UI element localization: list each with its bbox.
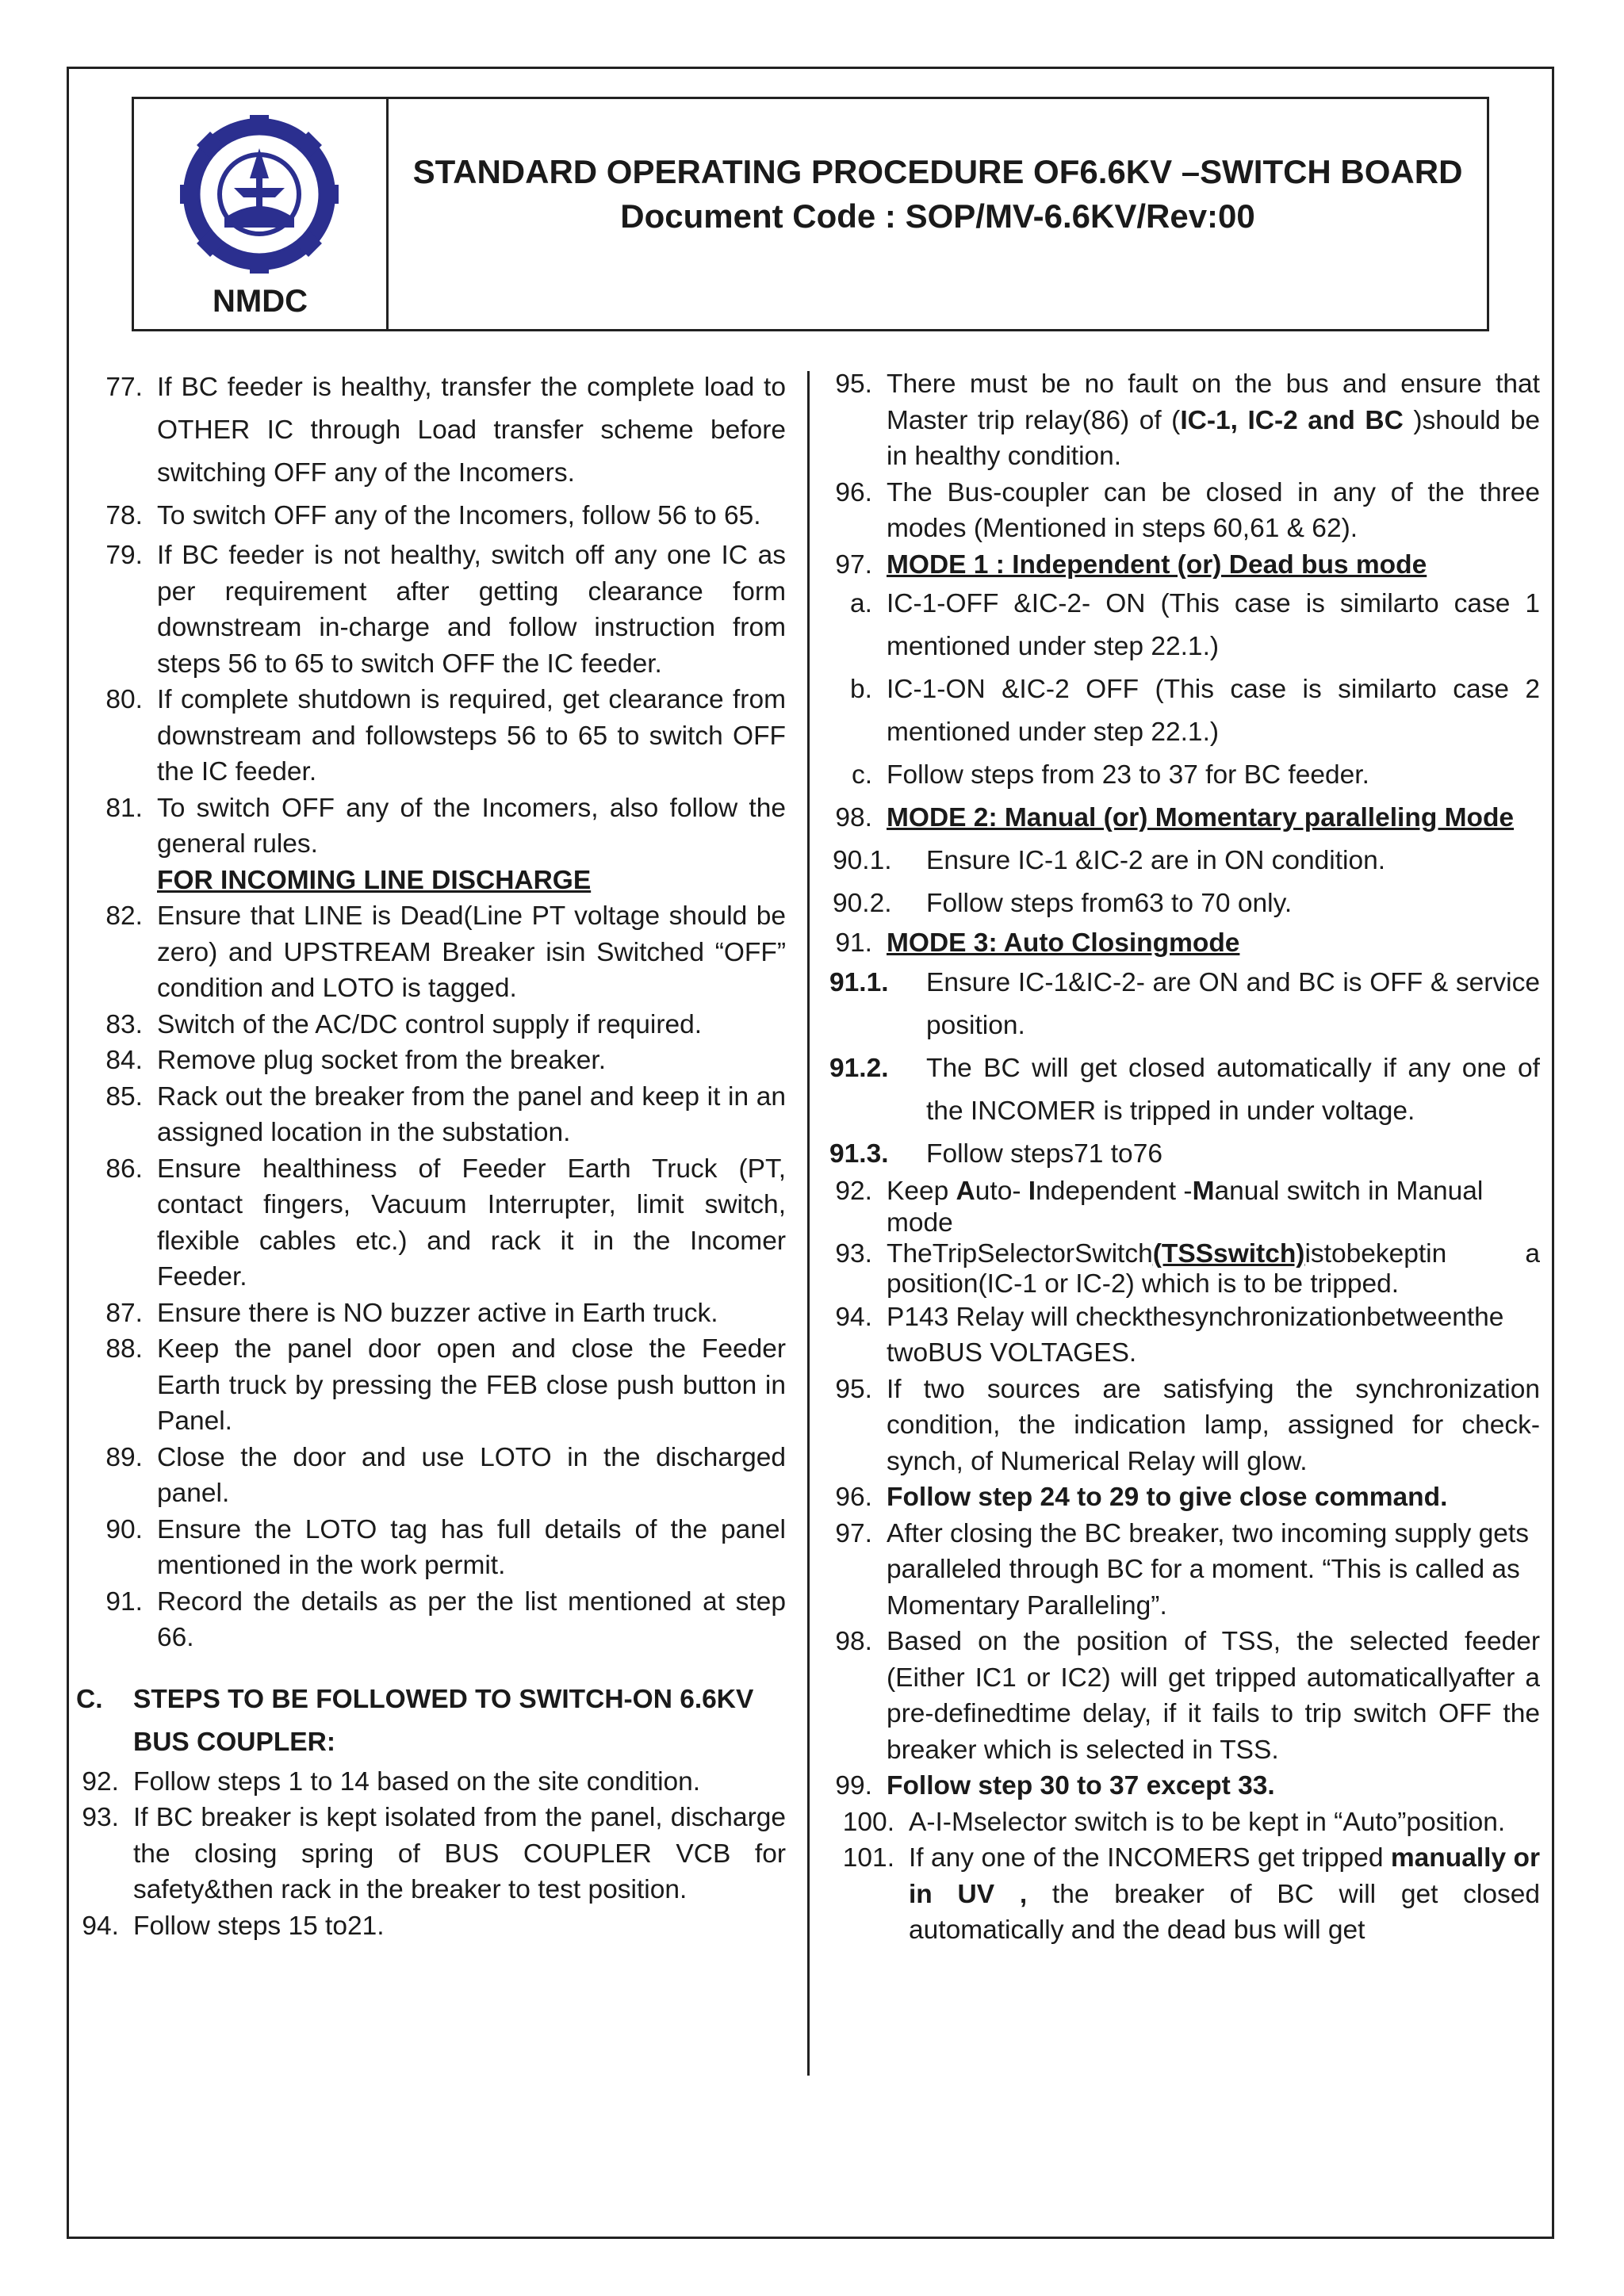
list-item — [829, 1516, 1540, 1624]
item-number: 96. — [835, 1483, 872, 1512]
item-text: If any one of the INCOMERS get tripped manually or in UV , the breaker of BC will get closed automatically and the dead bus will get — [909, 1843, 1540, 1945]
list-item — [76, 1908, 786, 1945]
list-item — [829, 1479, 1540, 1516]
item-number: 88. — [105, 1334, 143, 1364]
list-item — [76, 1079, 786, 1151]
list-item — [829, 366, 1540, 475]
item-number: 92. — [82, 1766, 119, 1797]
list-item — [76, 1512, 786, 1584]
item-number: 89. — [105, 1442, 143, 1472]
item-text: The BC will get closed automatically if any one of the INCOMER is tripped in under voltage. — [926, 1053, 1540, 1126]
item-text: Ensure healthiness of Feeder Earth Truck (PT, contact fingers, Vacuum Interrupter, limit switch, flexible cables etc.) and rack it in the Incomer Feeder. — [157, 1154, 786, 1292]
list-item — [76, 1440, 786, 1512]
section-title: STEPS TO BE FOLLOWED TO SWITCH-ON 6.6KV BUS COUPLER: — [133, 1684, 754, 1757]
list-item — [76, 898, 786, 1007]
item-number: 87. — [105, 1298, 143, 1328]
item-number: 78. — [105, 501, 143, 530]
item-text: Remove plug socket from the breaker. — [157, 1046, 607, 1075]
item-number: 94. — [82, 1911, 119, 1941]
item-number: 91.3. — [829, 1138, 889, 1169]
item-number: 99. — [835, 1771, 872, 1800]
mode-heading: MODE 3: Auto Closingmode — [887, 928, 1240, 958]
item-number: 93. — [835, 1238, 872, 1269]
list-item — [829, 1840, 1540, 1949]
item-number: 90.2. — [833, 889, 892, 918]
list-item — [76, 1584, 786, 1656]
item-letter: b. — [850, 675, 872, 704]
item-number: 90.1. — [833, 846, 892, 875]
item-number: 98. — [835, 1627, 872, 1656]
right-column — [829, 366, 1540, 1949]
item-text: Ensure that LINE is Dead(Line PT voltage should be zero) and UPSTREAM Breaker isin Switched “OFF” condition and LOTO is tagged. — [157, 901, 786, 1003]
item-number: 86. — [105, 1154, 143, 1184]
item-number: 97. — [835, 1518, 872, 1548]
item-text: If complete shutdown is required, get clearance from downstream and followsteps 56 to 65 to switch OFF the IC feeder. — [157, 685, 786, 786]
list-item — [829, 1624, 1540, 1768]
list-item — [829, 840, 1540, 882]
item-number: 80. — [105, 685, 143, 714]
item-number: 95. — [835, 1374, 872, 1404]
section-heading-c — [76, 1678, 786, 1764]
item-text: Follow step 24 to 29 to give close command. — [887, 1483, 1448, 1512]
item-text: If BC breaker is kept isolated from the panel, discharge the closing spring of BUS COUPLER VCB for safety&then rack in the breaker to test position. — [133, 1803, 786, 1904]
document-code: Document Code : SOP/MV-6.6KV/Rev:00 — [620, 197, 1255, 235]
list-item — [76, 1295, 786, 1332]
item-number: 98. — [835, 803, 872, 832]
logo-cell — [134, 99, 389, 329]
list-item — [829, 583, 1540, 668]
item-number: 91. — [835, 928, 872, 958]
item-text: Ensure IC-1 &IC-2 are in ON condition. — [926, 846, 1386, 875]
list-item — [829, 797, 1540, 840]
item-text: Ensure the LOTO tag has full details of the panel mentioned in the work permit. — [157, 1514, 786, 1580]
item-number: 92. — [835, 1176, 872, 1206]
list-item — [76, 1331, 786, 1440]
item-text: TheTripSelectorSwitch(TSSswitch)istobekeptin a position(IC-1 or IC-2) which is to be tripped. — [887, 1238, 1540, 1299]
item-letter: a. — [850, 589, 872, 618]
list-item — [76, 1764, 786, 1800]
list-item — [829, 754, 1540, 797]
item-text: To switch OFF any of the Incomers, also follow the general rules. — [157, 793, 786, 859]
subheading-row — [76, 863, 786, 899]
list-item — [829, 475, 1540, 547]
item-text: IC-1-OFF &IC-2- ON (This case is similarto case 1 mentioned under step 22.1.) — [887, 589, 1540, 661]
item-number: 91.1. — [829, 967, 889, 997]
item-text: Ensure IC-1&IC-2- are ON and BC is OFF & service position. — [926, 967, 1540, 1040]
item-number: 91. — [105, 1586, 143, 1617]
item-text: Follow step 30 to 37 except 33. — [887, 1771, 1275, 1800]
list-item — [829, 1176, 1540, 1239]
mode-heading: MODE 2: Manual (or) Momentary paralleling Mode — [887, 803, 1515, 832]
item-text: Follow steps 15 to21. — [133, 1911, 385, 1941]
list-item — [76, 1043, 786, 1079]
column-divider — [807, 371, 810, 2076]
list-item — [76, 366, 786, 495]
item-text: After closing the BC breaker, two incoming supply gets paralleled through BC for a moment. “This is called as Momentary Paralleling”. — [887, 1518, 1529, 1621]
nmdc-logo-icon — [164, 115, 354, 281]
item-number: 95. — [835, 369, 872, 399]
item-text: Record the details as per the list mentioned at step 66. — [157, 1586, 786, 1652]
item-text: The Bus-coupler can be closed in any of the three modes (Mentioned in steps 60,61 & 62). — [887, 477, 1540, 543]
item-number: 85. — [105, 1081, 143, 1112]
item-letter: c. — [851, 760, 872, 790]
list-item — [76, 1151, 786, 1295]
list-item — [829, 1299, 1540, 1372]
item-text: Follow steps from 23 to 37 for BC feeder. — [887, 760, 1369, 790]
left-column — [76, 366, 786, 1944]
item-number: 81. — [105, 793, 143, 823]
list-item — [829, 962, 1540, 1047]
document-title: STANDARD OPERATING PROCEDURE OF6.6KV –SWITCH BOARD — [412, 153, 1463, 190]
item-number: 97. — [835, 549, 872, 580]
item-number: 91.2. — [829, 1053, 889, 1083]
list-item — [829, 1239, 1540, 1299]
item-number: 100. — [842, 1807, 894, 1837]
list-item — [829, 547, 1540, 584]
section-letter: C. — [76, 1684, 103, 1714]
item-number: 93. — [82, 1803, 119, 1832]
item-text: Follow steps from63 to 70 only. — [926, 889, 1293, 918]
subheading-incoming-line-discharge: FOR INCOMING LINE DISCHARGE — [157, 865, 592, 895]
item-text: There must be no fault on the bus and ensure that Master trip relay(86) of (IC-1, IC-2 and BC )should be in healthy condition. — [887, 369, 1540, 471]
item-number: 101. — [842, 1843, 894, 1873]
list-item — [829, 1133, 1540, 1176]
list-item — [829, 1768, 1540, 1804]
title-cell — [389, 99, 1487, 329]
logo-text: NMDC — [213, 284, 308, 319]
item-number: 96. — [835, 477, 872, 507]
item-text: Follow steps 1 to 14 based on the site condition. — [133, 1766, 701, 1797]
item-text: If two sources are satisfying the synchronization condition, the indication lamp, assigned for check-synch, of Numerical Relay will glow. — [887, 1374, 1540, 1476]
list-item — [76, 538, 786, 682]
item-text: Keep Auto- Independent -Manual switch in Manual mode — [887, 1176, 1484, 1238]
item-number: 79. — [105, 541, 143, 570]
list-item — [76, 682, 786, 790]
item-text: If BC feeder is healthy, transfer the complete load to OTHER IC through Load transfer scheme before switching OFF any of the Incomers. — [157, 373, 786, 488]
item-text: Rack out the breaker from the panel and keep it in an assigned location in the substation. — [157, 1081, 786, 1147]
list-item — [829, 1804, 1540, 1841]
item-text: IC-1-ON &IC-2 OFF (This case is similarto case 2 mentioned under step 22.1.) — [887, 675, 1540, 747]
list-item — [76, 495, 786, 538]
list-item — [829, 668, 1540, 754]
item-text: Follow steps71 to76 — [926, 1138, 1162, 1169]
list-item — [76, 1800, 786, 1908]
item-number: 90. — [105, 1514, 143, 1544]
item-number: 94. — [835, 1302, 872, 1332]
item-number: 84. — [105, 1046, 143, 1075]
item-text: Keep the panel door open and close the Feeder Earth truck by pressing the FEB close push button in Panel. — [157, 1334, 786, 1436]
item-number: 77. — [105, 373, 143, 402]
item-number: 82. — [105, 901, 143, 931]
item-text: A-I-Mselector switch is to be kept in “Auto”position. — [909, 1807, 1506, 1837]
item-number: 83. — [105, 1009, 143, 1039]
item-text: Close the door and use LOTO in the discharged panel. — [157, 1442, 786, 1508]
item-text: Ensure there is NO buzzer active in Earth truck. — [157, 1298, 718, 1328]
list-item — [829, 1372, 1540, 1480]
item-text: If BC feeder is not healthy, switch off any one IC as per requirement after getting clearance form downstream in-charge and follow instruction from steps 56 to 65 to switch OFF the IC feeder. — [157, 541, 786, 679]
list-item — [829, 882, 1540, 925]
item-text: To switch OFF any of the Incomers, follow 56 to 65. — [157, 501, 761, 530]
list-item — [829, 925, 1540, 962]
document-header — [132, 97, 1489, 331]
item-text: P143 Relay will checkthesynchronizationbetweenthe twoBUS VOLTAGES. — [887, 1302, 1504, 1368]
list-item — [76, 790, 786, 863]
list-item — [76, 1007, 786, 1043]
list-item — [829, 1047, 1540, 1133]
item-text: Switch of the AC/DC control supply if required. — [157, 1009, 703, 1039]
mode-heading: MODE 1 : Independent (or) Dead bus mode — [887, 549, 1427, 580]
item-text: Based on the position of TSS, the selected feeder (Either IC1 or IC2) will get tripped automaticallyafter a pre-definedtime delay, if it fails to trip switch OFF the breaker which is selected in TSS. — [887, 1627, 1540, 1765]
